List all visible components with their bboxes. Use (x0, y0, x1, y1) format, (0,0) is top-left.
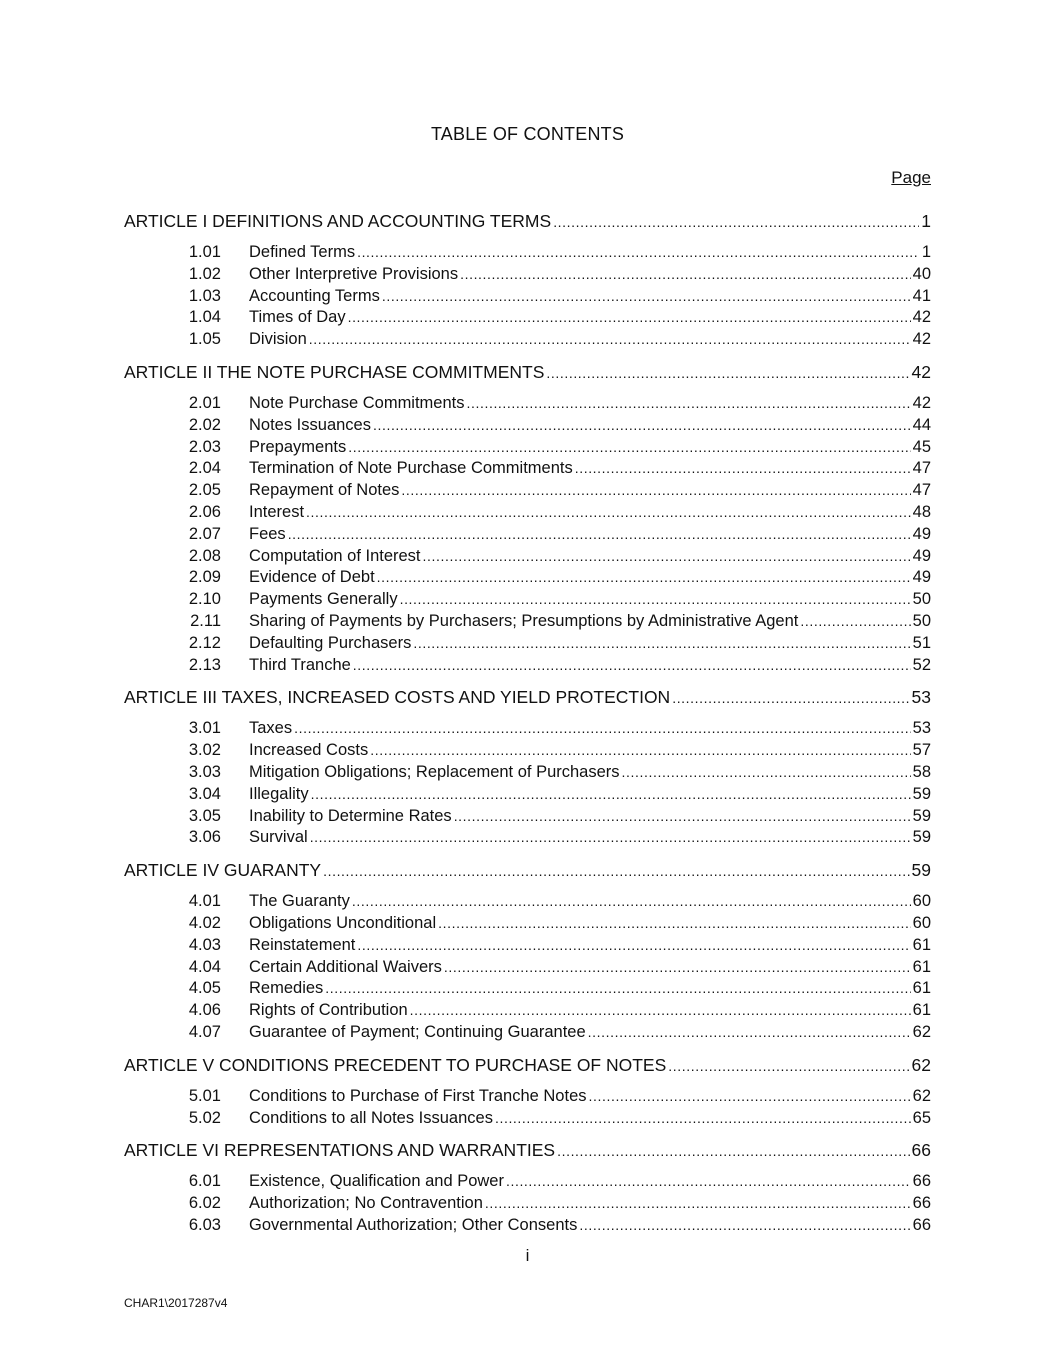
section-page-number: 58 (912, 762, 931, 781)
dot-leader (310, 827, 911, 849)
dot-leader (506, 1171, 911, 1193)
toc-section-entry[interactable] (124, 242, 931, 264)
section-page-number: 42 (912, 393, 931, 412)
dot-leader (401, 480, 910, 502)
toc-section-entry[interactable] (124, 1215, 931, 1237)
section-page-number: 61 (912, 979, 931, 998)
section-title: Reinstatement (249, 935, 356, 954)
page-number: i (525, 1246, 530, 1265)
toc-article-entry[interactable] (124, 361, 931, 383)
section-number: 6.03 (188, 1215, 221, 1234)
section-number: 2.13 (188, 655, 221, 674)
section-number: 1.05 (188, 330, 221, 349)
dot-leader (467, 393, 911, 415)
section-title: Inability to Determine Rates (249, 806, 452, 825)
dot-leader (373, 415, 911, 437)
dot-leader (546, 361, 909, 384)
toc-section-entry[interactable] (124, 437, 931, 459)
section-number: 3.04 (188, 784, 221, 803)
section-page-number: 47 (912, 459, 931, 478)
toc-section-entry[interactable] (124, 935, 931, 957)
dot-leader (460, 264, 911, 286)
section-title: Notes Issuances (249, 415, 371, 434)
toc-section-entry[interactable] (124, 718, 931, 740)
section-page-number: 45 (912, 437, 931, 456)
toc-section-entry[interactable] (124, 524, 931, 546)
section-page-number: 66 (912, 1172, 931, 1191)
article-page-number: 1 (921, 211, 931, 231)
section-page-number: 59 (912, 806, 931, 825)
document-id-footer: CHAR1\2017287v4 (124, 1296, 228, 1310)
section-number: 2.05 (188, 481, 221, 500)
section-number: 2.10 (188, 590, 221, 609)
section-title: Obligations Unconditional (249, 913, 437, 932)
section-number: 2.07 (188, 524, 221, 543)
section-title: Remedies (249, 979, 324, 998)
toc-section-entry[interactable] (124, 891, 931, 913)
dot-leader (672, 686, 909, 709)
section-title: Guarantee of Payment; Continuing Guarantee (249, 1022, 586, 1041)
page-column-header: Page (891, 168, 931, 187)
toc-section-entry[interactable] (124, 329, 931, 351)
dot-leader (352, 891, 911, 913)
toc-title: TABLE OF CONTENTS (430, 124, 625, 144)
section-number: 6.02 (188, 1194, 221, 1213)
section-number: 6.01 (188, 1172, 221, 1191)
article-page-number: 53 (911, 687, 931, 708)
dot-leader (294, 718, 911, 740)
dot-leader (553, 210, 919, 233)
toc-section-entry[interactable] (124, 611, 931, 633)
dot-leader (579, 1215, 910, 1237)
dot-leader (800, 611, 910, 633)
section-title: Interest (249, 502, 305, 521)
section-page-number: 41 (912, 286, 931, 305)
section-number: 4.07 (188, 1022, 221, 1041)
section-title: Fees (249, 524, 286, 543)
dot-leader (423, 546, 911, 568)
section-number: 3.03 (188, 762, 221, 781)
toc-section-entry[interactable] (124, 957, 931, 979)
section-number: 2.09 (188, 568, 221, 587)
dot-leader (485, 1193, 911, 1215)
dot-leader (288, 524, 911, 546)
section-number: 3.02 (188, 741, 221, 760)
section-title: Accounting Terms (249, 286, 380, 305)
section-page-number: 49 (912, 546, 931, 565)
section-title: Rights of Contribution (249, 1001, 408, 1020)
dot-leader (454, 806, 911, 828)
section-page-number: 57 (912, 741, 931, 760)
section-page-number: 60 (912, 913, 931, 932)
dot-leader (557, 1139, 909, 1162)
dot-leader (622, 762, 911, 784)
section-page-number: 61 (912, 1001, 931, 1020)
section-title: Computation of Interest (249, 546, 421, 565)
section-title: Conditions to all Notes Issuances (249, 1108, 493, 1127)
article-page-number: 42 (911, 361, 931, 382)
dot-leader (311, 784, 911, 806)
dot-leader (382, 286, 911, 308)
section-page-number: 52 (912, 655, 931, 674)
toc-section-entry[interactable] (124, 458, 931, 480)
section-title: Prepayments (249, 437, 347, 456)
section-page-number: 60 (912, 892, 931, 911)
section-page-number: 50 (912, 611, 931, 630)
article-title: ARTICLE IV GUARANTY (124, 860, 322, 881)
dot-leader (353, 655, 911, 677)
toc-section-entry[interactable] (124, 1000, 931, 1022)
section-page-number: 61 (912, 957, 931, 976)
section-number: 4.01 (188, 892, 221, 911)
dot-leader (400, 589, 911, 611)
section-title: Evidence of Debt (249, 568, 375, 587)
section-title: Conditions to Purchase of First Tranche Notes (249, 1086, 587, 1105)
dot-leader (348, 307, 911, 329)
dot-leader (575, 458, 911, 480)
article-title: ARTICLE III TAXES, INCREASED COSTS AND YIELD PROTECTION (124, 687, 671, 708)
toc-article-entry[interactable] (124, 1054, 931, 1076)
section-number: 4.05 (188, 979, 221, 998)
section-title: Division (249, 330, 307, 349)
dot-leader (444, 957, 911, 979)
section-page-number: 62 (912, 1086, 931, 1105)
section-number: 3.06 (188, 828, 221, 847)
toc-article-entry[interactable] (124, 686, 931, 708)
toc-section-entry[interactable] (124, 264, 931, 286)
toc-section-entry[interactable] (124, 589, 931, 611)
dot-leader (357, 935, 910, 957)
toc-section-entry[interactable] (124, 978, 931, 1000)
section-number: 2.04 (188, 459, 221, 478)
toc-section-entry[interactable] (124, 655, 931, 677)
toc-section-entry[interactable] (124, 393, 931, 415)
section-title: Note Purchase Commitments (249, 393, 465, 412)
section-title: Repayment of Notes (249, 481, 400, 500)
toc-section-entry[interactable] (124, 307, 931, 329)
section-title: Sharing of Payments by Purchasers; Presumptions by Administrative Agent (249, 611, 799, 630)
toc-section-entry[interactable] (124, 1086, 931, 1108)
section-number: 2.11 (190, 611, 221, 630)
section-page-number: 49 (912, 568, 931, 587)
section-page-number: 53 (912, 719, 931, 738)
section-page-number: 49 (912, 524, 931, 543)
section-title: Authorization; No Contravention (249, 1194, 483, 1213)
section-page-number: 59 (912, 828, 931, 847)
section-title: Times of Day (249, 308, 346, 327)
toc-section-entry[interactable] (124, 913, 931, 935)
toc-section-entry[interactable] (124, 1022, 931, 1044)
dot-leader (589, 1086, 911, 1108)
dot-leader (588, 1022, 911, 1044)
section-number: 5.02 (188, 1108, 221, 1127)
toc-section-entry[interactable] (124, 415, 931, 437)
section-number: 4.03 (188, 935, 221, 954)
section-number: 1.04 (188, 308, 221, 327)
toc-section-entry[interactable] (124, 1193, 931, 1215)
section-title: Illegality (249, 784, 309, 803)
toc-section-entry[interactable] (124, 1108, 931, 1130)
section-number: 4.02 (188, 913, 221, 932)
toc-section-entry[interactable] (124, 784, 931, 806)
dot-leader (377, 567, 911, 589)
section-number: 1.03 (188, 286, 221, 305)
toc-section-entry[interactable] (124, 762, 931, 784)
section-page-number: 50 (912, 590, 931, 609)
article-title: ARTICLE VI REPRESENTATIONS AND WARRANTIES (124, 1140, 556, 1161)
table-of-contents (124, 206, 931, 1237)
section-number: 1.02 (188, 264, 221, 283)
section-page-number: 47 (912, 481, 931, 500)
dot-leader (309, 329, 911, 351)
dot-leader (495, 1108, 911, 1130)
section-title: Existence, Qualification and Power (249, 1172, 504, 1191)
section-page-number: 59 (912, 784, 931, 803)
article-page-number: 66 (911, 1140, 931, 1161)
section-number: 3.05 (188, 806, 221, 825)
section-page-number: 61 (912, 935, 931, 954)
section-title: The Guaranty (249, 892, 350, 911)
section-title: Defaulting Purchasers (249, 633, 412, 652)
section-number: 2.01 (188, 393, 221, 412)
dot-leader (323, 859, 909, 882)
article-title: ARTICLE V CONDITIONS PRECEDENT TO PURCHASE OF NOTES (124, 1054, 667, 1075)
section-title: Other Interpretive Provisions (249, 264, 459, 283)
toc-section-entry[interactable] (124, 480, 931, 502)
section-number: 3.01 (188, 719, 221, 738)
section-title: Governmental Authorization; Other Consents (249, 1215, 578, 1234)
section-number: 2.02 (188, 415, 221, 434)
toc-section-entry[interactable] (124, 546, 931, 568)
section-number: 1.01 (188, 243, 221, 261)
section-number: 2.03 (188, 437, 221, 456)
section-title: Third Tranche (249, 655, 351, 674)
toc-section-entry[interactable] (124, 633, 931, 655)
article-title: ARTICLE II THE NOTE PURCHASE COMMITMENTS (124, 361, 545, 382)
section-number: 2.06 (188, 502, 221, 521)
section-page-number: 44 (912, 415, 931, 434)
dot-leader (413, 633, 910, 655)
article-title: ARTICLE I DEFINITIONS AND ACCOUNTING TERMS (124, 211, 552, 231)
section-page-number: 42 (912, 330, 931, 349)
dot-leader (306, 502, 911, 524)
toc-section-entry[interactable] (124, 806, 931, 828)
section-title: Increased Costs (249, 741, 369, 760)
toc-article-entry[interactable] (124, 859, 931, 881)
section-page-number: 62 (912, 1022, 931, 1041)
section-title: Mitigation Obligations; Replacement of Purchasers (249, 762, 620, 781)
toc-article-entry[interactable] (124, 1139, 931, 1161)
dot-leader (410, 1000, 911, 1022)
toc-section-entry[interactable] (124, 740, 931, 762)
toc-section-entry[interactable] (124, 567, 931, 589)
section-title: Defined Terms (249, 243, 356, 261)
toc-section-entry[interactable] (124, 286, 931, 308)
dot-leader (438, 913, 911, 935)
section-title: Termination of Note Purchase Commitments (249, 459, 573, 478)
dot-leader (357, 242, 919, 264)
section-number: 4.06 (188, 1001, 221, 1020)
dot-leader (668, 1054, 909, 1077)
section-title: Certain Additional Waivers (249, 957, 442, 976)
section-page-number: 1 (921, 243, 931, 261)
section-page-number: 65 (912, 1108, 931, 1127)
section-title: Taxes (249, 719, 293, 738)
section-page-number: 48 (912, 502, 931, 521)
article-page-number: 62 (911, 1054, 931, 1075)
section-page-number: 66 (912, 1215, 931, 1234)
section-number: 5.01 (188, 1086, 221, 1105)
section-number: 2.12 (188, 633, 221, 652)
section-page-number: 51 (912, 633, 931, 652)
section-number: 4.04 (188, 957, 221, 976)
dot-leader (325, 978, 910, 1000)
dot-leader (370, 740, 910, 762)
section-page-number: 42 (912, 308, 931, 327)
toc-section-entry[interactable] (124, 502, 931, 524)
toc-article-entry[interactable] (124, 210, 931, 232)
section-page-number: 66 (912, 1194, 931, 1213)
section-number: 2.08 (188, 546, 221, 565)
toc-section-entry[interactable] (124, 1171, 931, 1193)
dot-leader (348, 437, 910, 459)
article-page-number: 59 (911, 860, 931, 881)
toc-section-entry[interactable] (124, 827, 931, 849)
section-page-number: 40 (912, 264, 931, 283)
section-title: Survival (249, 828, 308, 847)
section-title: Payments Generally (249, 590, 398, 609)
